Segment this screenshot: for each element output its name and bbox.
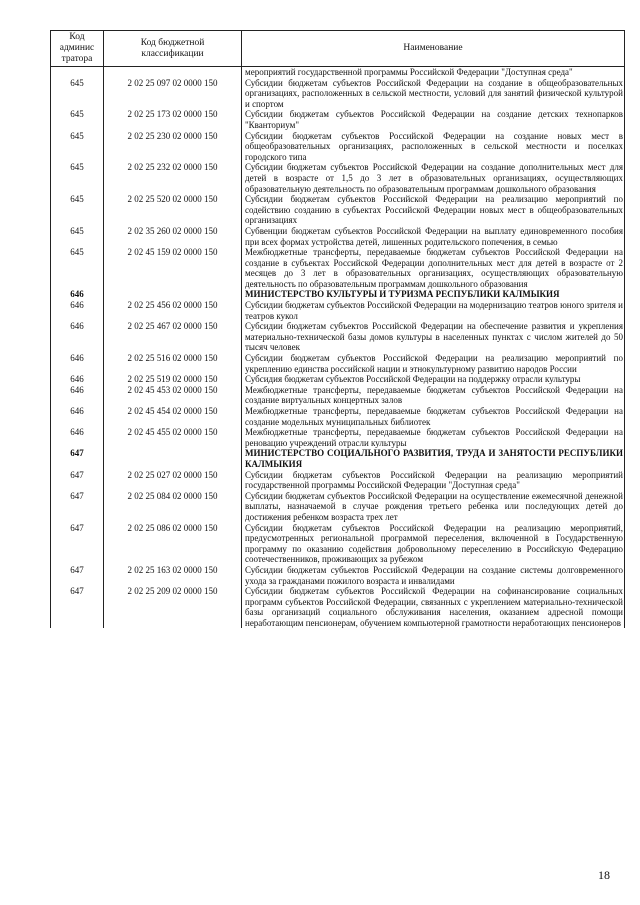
budget-code-cell: 2 02 25 467 02 0000 150 bbox=[104, 321, 242, 353]
budget-code-cell bbox=[104, 67, 242, 78]
table-row bbox=[51, 226, 625, 247]
item-name-cell: Субсидии бюджетам субъектов Российской Федерации на создание системы долговременного ухода за гражданами пожилого возраста и инвалидами bbox=[242, 565, 625, 586]
budget-code-cell bbox=[104, 289, 242, 300]
table-row bbox=[51, 321, 625, 353]
admin-code-cell: 645 bbox=[51, 226, 104, 247]
admin-code-cell: 647 bbox=[51, 523, 104, 565]
table-row bbox=[51, 586, 625, 628]
item-name-cell: Субсидии бюджетам субъектов Российской Федерации на реализацию мероприятий по укреплению единства российской нации и этнокультурному развитию народов России bbox=[242, 353, 625, 374]
table-row bbox=[51, 385, 625, 406]
table-row bbox=[51, 247, 625, 289]
header-budget-code bbox=[104, 31, 242, 67]
admin-code-cell: 646 bbox=[51, 385, 104, 406]
ministry-name-cell: МИНИСТЕРСТВО КУЛЬТУРЫ И ТУРИЗМА РЕСПУБЛИКИ КАЛМЫКИЯ bbox=[242, 289, 625, 300]
budget-classification-table bbox=[50, 30, 625, 628]
table-row bbox=[51, 67, 625, 78]
admin-code-cell bbox=[51, 67, 104, 78]
header-admin-line-2: админис bbox=[59, 43, 95, 53]
item-name-cell: Субсидии бюджетам субъектов Российской Федерации на обеспечение развития и укрепления материально-технической базы домов культуры в населенных пунктах с числом жителей до 50 тысяч человек bbox=[242, 321, 625, 353]
admin-code-cell: 646 bbox=[51, 321, 104, 353]
header-admin-line-1: Код bbox=[69, 32, 85, 42]
budget-code-cell: 2 02 25 084 02 0000 150 bbox=[104, 491, 242, 523]
table-row bbox=[51, 491, 625, 523]
budget-code-cell: 2 02 25 173 02 0000 150 bbox=[104, 109, 242, 130]
item-name-cell: Субсидии бюджетам субъектов Российской Федерации на реализацию мероприятий, предусмотренных региональной программой переселения, включенной в Государственную программу по оказанию содействия добровольному переселению в Российскую Федерацию соотечественников, проживающих за рубежом bbox=[242, 523, 625, 565]
admin-code-cell: 645 bbox=[51, 131, 104, 163]
table-row bbox=[51, 427, 625, 448]
admin-code-cell: 647 bbox=[51, 586, 104, 628]
budget-code-cell: 2 02 25 097 02 0000 150 bbox=[104, 78, 242, 110]
item-name-cell: мероприятий государственной программы Российской Федерации "Доступная среда" bbox=[242, 67, 625, 78]
item-name-cell: Субсидии бюджетам субъектов Российской Федерации на реализацию мероприятий по содействию созданию в субъектах Российской Федерации новых мест в общеобразовательных организациях bbox=[242, 194, 625, 226]
table-row bbox=[51, 109, 625, 130]
admin-code-cell: 647 bbox=[51, 491, 104, 523]
item-name-cell: Субсидии бюджетам субъектов Российской Федерации на создание дополнительных мест для детей в возрасте от 1,5 до 3 лет в образовательных организациях, осуществляющих образовательную деятельность по образовательным программам дошкольного образования bbox=[242, 162, 625, 194]
table-row bbox=[51, 470, 625, 491]
item-name-cell: Межбюджетные трансферты, передаваемые бюджетам субъектов Российской Федерации на реновацию учреждений отрасли культуры bbox=[242, 427, 625, 448]
table-row-ministry bbox=[51, 448, 625, 469]
header-admin-line-3: тратора bbox=[61, 54, 93, 64]
header-code-line-1: Код бюджетной bbox=[140, 37, 205, 48]
table-header-row bbox=[51, 31, 625, 67]
admin-code-cell: 645 bbox=[51, 247, 104, 289]
admin-code-cell: 646 bbox=[51, 427, 104, 448]
table-row bbox=[51, 523, 625, 565]
admin-code-cell: 645 bbox=[51, 162, 104, 194]
budget-code-cell: 2 02 25 163 02 0000 150 bbox=[104, 565, 242, 586]
admin-code-cell: 645 bbox=[51, 78, 104, 110]
budget-code-cell: 2 02 25 230 02 0000 150 bbox=[104, 131, 242, 163]
header-admin-code bbox=[51, 31, 104, 67]
item-name-cell: Субвенции бюджетам субъектов Российской Федерации на выплату единовременного пособия при всех формах устройства детей, лишенных родительского попечения, в семью bbox=[242, 226, 625, 247]
header-code-line-2: классификации bbox=[141, 48, 204, 59]
item-name-cell: Межбюджетные трансферты, передаваемые бюджетам субъектов Российской Федерации на создание виртуальных концертных залов bbox=[242, 385, 625, 406]
table-row bbox=[51, 131, 625, 163]
item-name-cell: Субсидии бюджетам субъектов Российской Федерации на реализацию мероприятий государственной программы Российской Федерации "Доступная среда" bbox=[242, 470, 625, 491]
budget-code-cell: 2 02 25 086 02 0000 150 bbox=[104, 523, 242, 565]
item-name-cell: Субсидии бюджетам субъектов Российской Федерации на создание новых мест в общеобразовательных организациях, расположенных в сельской местности и поселках городского типа bbox=[242, 131, 625, 163]
budget-code-cell: 2 02 25 209 02 0000 150 bbox=[104, 586, 242, 628]
admin-code-cell: 646 bbox=[51, 374, 104, 385]
admin-code-cell: 647 bbox=[51, 565, 104, 586]
item-name-cell: Субсидии бюджетам субъектов Российской Федерации на софинансирование социальных программ субъектов Российской Федерации, связанных с укреплением материально-технической базы организаций социального обслуживания населения, оказанием адресной помощи неработающим пенсионерам, обучением компьютерной грамотности неработающих пенсионеров bbox=[242, 586, 625, 628]
budget-code-cell: 2 02 45 453 02 0000 150 bbox=[104, 385, 242, 406]
budget-code-cell: 2 02 45 455 02 0000 150 bbox=[104, 427, 242, 448]
table-row bbox=[51, 300, 625, 321]
admin-code-cell: 645 bbox=[51, 194, 104, 226]
admin-code-cell: 646 bbox=[51, 300, 104, 321]
budget-code-cell: 2 02 25 232 02 0000 150 bbox=[104, 162, 242, 194]
table-row bbox=[51, 374, 625, 385]
budget-code-cell: 2 02 35 260 02 0000 150 bbox=[104, 226, 242, 247]
table-row bbox=[51, 406, 625, 427]
table-row bbox=[51, 78, 625, 110]
item-name-cell: Субсидия бюджетам субъектов Российской Федерации на поддержку отрасли культуры bbox=[242, 374, 625, 385]
admin-code-cell: 647 bbox=[51, 470, 104, 491]
item-name-cell: Межбюджетные трансферты, передаваемые бюджетам субъектов Российской Федерации на создание в субъектах Российской Федерации дополнительных мест для детей в возрасте от 2 месяцев до 3 лет в образовательных организациях, осуществляющих образовательную деятельность по образовательным программам дошкольного образования bbox=[242, 247, 625, 289]
page-number: 18 bbox=[598, 868, 610, 882]
table-row bbox=[51, 353, 625, 374]
budget-code-cell: 2 02 25 456 02 0000 150 bbox=[104, 300, 242, 321]
budget-code-cell: 2 02 45 454 02 0000 150 bbox=[104, 406, 242, 427]
admin-code-cell: 646 bbox=[51, 353, 104, 374]
ministry-name-cell: МИНИСТЕРСТВО СОЦИАЛЬНОГО РАЗВИТИЯ, ТРУДА И ЗАНЯТОСТИ РЕСПУБЛИКИ КАЛМЫКИЯ bbox=[242, 448, 625, 469]
budget-code-cell: 2 02 25 520 02 0000 150 bbox=[104, 194, 242, 226]
table-body bbox=[51, 67, 625, 629]
budget-code-cell: 2 02 25 027 02 0000 150 bbox=[104, 470, 242, 491]
admin-code-cell: 647 bbox=[51, 448, 104, 469]
item-name-cell: Межбюджетные трансферты, передаваемые бюджетам субъектов Российской Федерации на создание модельных муниципальных библиотек bbox=[242, 406, 625, 427]
table-row-ministry bbox=[51, 289, 625, 300]
admin-code-cell: 646 bbox=[51, 289, 104, 300]
admin-code-cell: 645 bbox=[51, 109, 104, 130]
header-name: Наименование bbox=[242, 31, 625, 67]
budget-code-cell: 2 02 45 159 02 0000 150 bbox=[104, 247, 242, 289]
item-name-cell: Субсидии бюджетам субъектов Российской Федерации на модернизацию театров юного зрителя и театров кукол bbox=[242, 300, 625, 321]
item-name-cell: Субсидии бюджетам субъектов Российской Федерации на создание в общеобразовательных организациях, расположенных в сельской местности, условий для занятий физической культурой и спортом bbox=[242, 78, 625, 110]
table-row bbox=[51, 162, 625, 194]
table-row bbox=[51, 565, 625, 586]
table-row bbox=[51, 194, 625, 226]
item-name-cell: Субсидии бюджетам субъектов Российской Федерации на осуществление ежемесячной денежной выплаты, назначаемой в случае рождения третьего ребенка или последующих детей до достижения ребенком возраста трех лет bbox=[242, 491, 625, 523]
admin-code-cell: 646 bbox=[51, 406, 104, 427]
item-name-cell: Субсидии бюджетам субъектов Российской Федерации на создание детских технопарков "Кванториум" bbox=[242, 109, 625, 130]
budget-code-cell: 2 02 25 519 02 0000 150 bbox=[104, 374, 242, 385]
budget-code-cell: 2 02 25 516 02 0000 150 bbox=[104, 353, 242, 374]
budget-code-cell bbox=[104, 448, 242, 469]
